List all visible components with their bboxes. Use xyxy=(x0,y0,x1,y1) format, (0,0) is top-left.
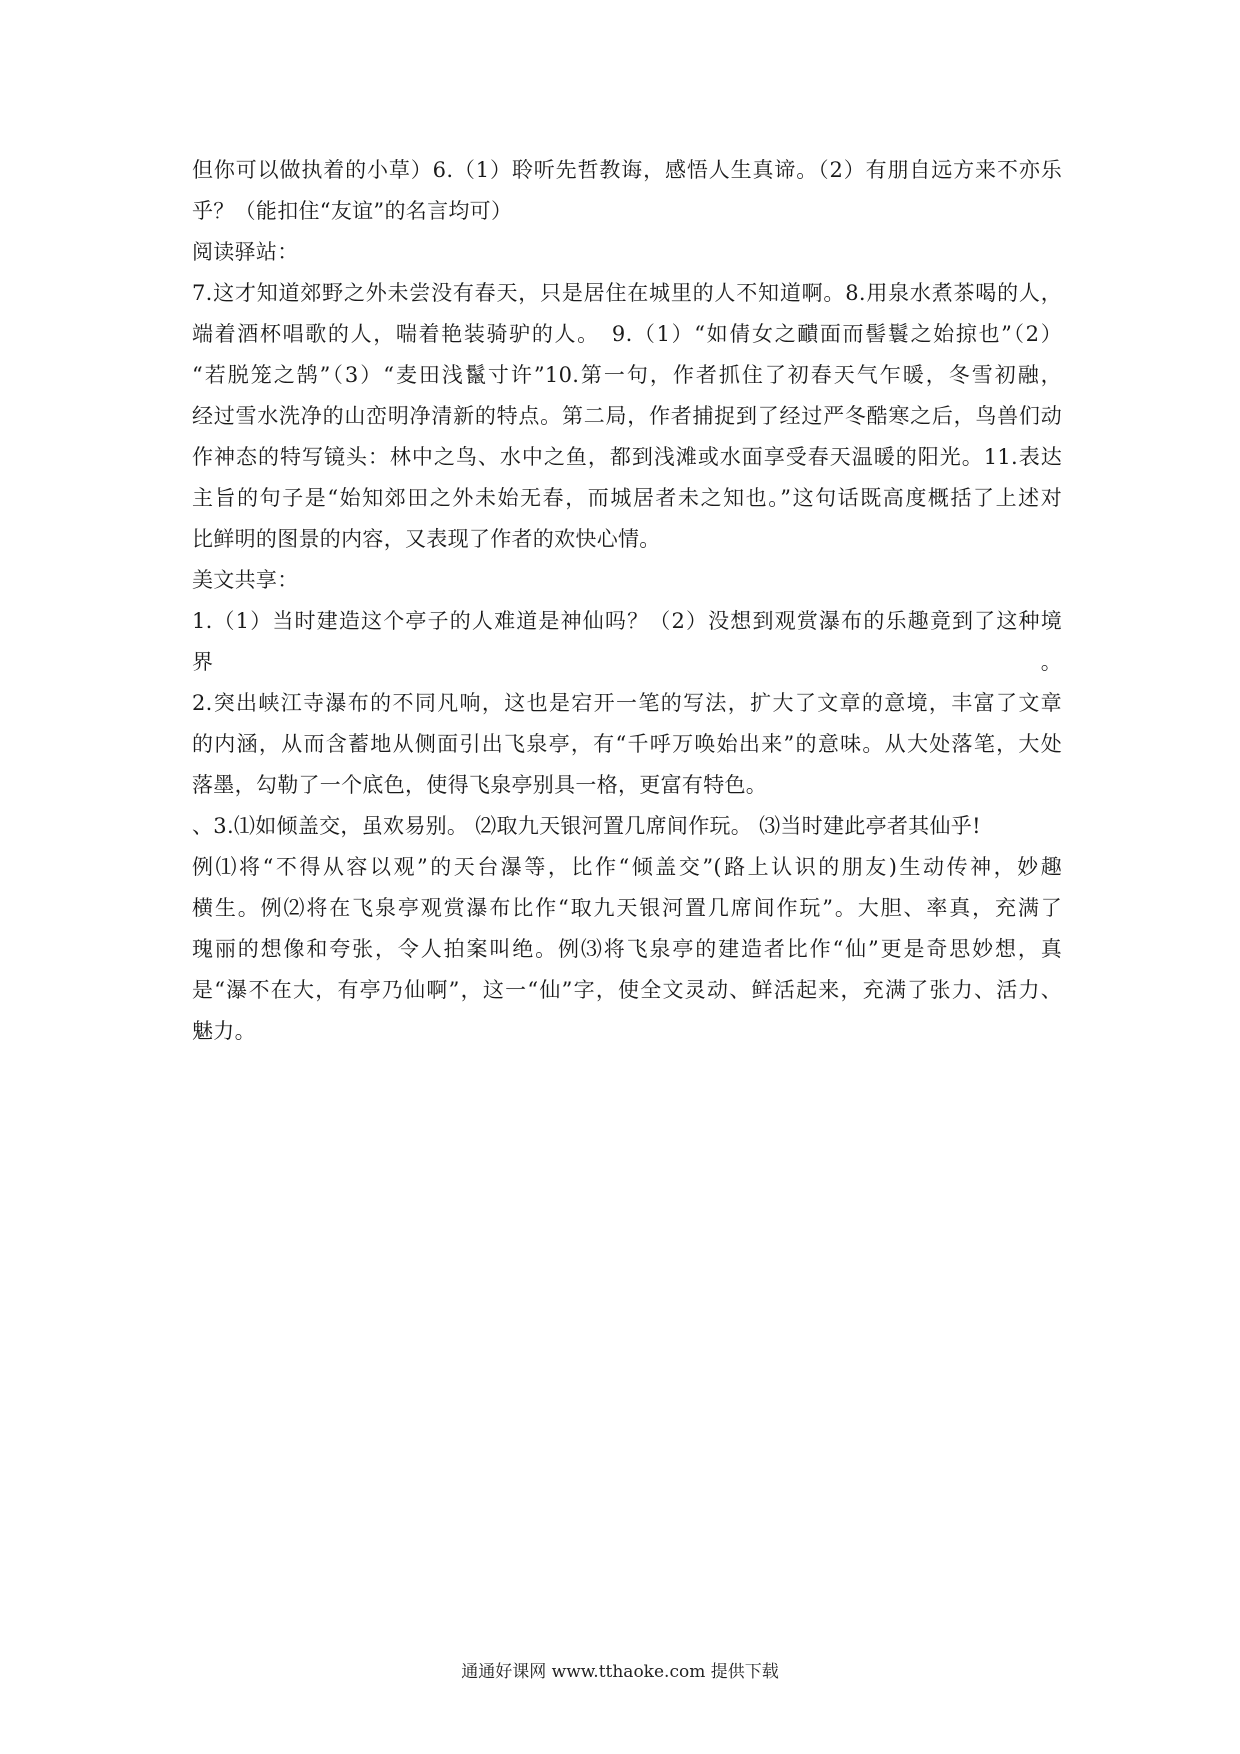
text-line: 经过雪水洗净的山峦明净清新的特点。第二局，作者捕捉到了经过严冬酷寒之后，鸟兽们动 xyxy=(192,404,1062,428)
text-line: “若脱笼之鹄”（3）“麦田浅鬣寸许”10.第一句，作者抓住了初春天气乍暖，冬雪初融， xyxy=(192,363,1062,387)
text-line: 瑰丽的想像和夸张，令人拍案叫绝。例⑶将飞泉亭的建造者比作“仙”更是奇思妙想，真 xyxy=(192,937,1062,961)
text-line: 魅力。 xyxy=(192,1019,256,1043)
text-line: 端着酒杯唱歌的人，喘着艳装骑驴的人。 9.（1）“如倩女之靧面而髻鬟之始掠也”（2） xyxy=(192,322,1062,346)
text-line: 例⑴将“不得从容以观”的天台瀑等，比作“倾盖交”(路上认识的朋友)生动传神，妙趣 xyxy=(192,855,1062,879)
text-line: 落墨，勾勒了一个底色，使得飞泉亭别具一格，更富有特色。 xyxy=(192,773,768,797)
text-line: 、3.⑴如倾盖交，虽欢易别。 ⑵取九天银河置几席间作玩。 ⑶当时建此亭者其仙乎! xyxy=(192,814,981,838)
text-line: 乎？（能扣住“友谊”的名言均可） xyxy=(192,199,513,223)
text-line: 是“瀑不在大，有亭乃仙啊”，这一“仙”字，使全文灵动、鲜活起来，充满了张力、活力、 xyxy=(192,978,1062,1002)
footer-download-note: 通通好课网 www.tthaoke.com 提供下载 xyxy=(461,1662,779,1682)
text-line: 7.这才知道郊野之外未尝没有春天，只是居住在城里的人不知道啊。8.用泉水煮茶喝的人， xyxy=(192,281,1062,305)
text-line: 作神态的特写镜头：林中之鸟、水中之鱼，都到浅滩或水面享受春天温暖的阳光。11.表达 xyxy=(192,445,1062,469)
text-line: 1.（1）当时建造这个亭子的人难道是神仙吗？（2）没想到观赏瀑布的乐趣竟到了这种境界。 xyxy=(192,609,1062,674)
text-line: 2.突出峡江寺瀑布的不同凡响，这也是宕开一笔的写法，扩大了文章的意境，丰富了文章 xyxy=(192,691,1062,715)
text-line: 阅读驿站： xyxy=(192,240,299,264)
text-line: 但你可以做执着的小草）6.（1）聆听先哲教诲，感悟人生真谛。（2）有朋自远方来不亦乐 xyxy=(192,158,1062,182)
text-line: 横生。例⑵将在飞泉亭观赏瀑布比作“取九天银河置几席间作玩”。大胆、率真，充满了 xyxy=(192,896,1062,920)
text-line: 主旨的句子是“始知郊田之外未始无春，而城居者未之知也。”这句话既高度概括了上述对 xyxy=(192,486,1062,510)
document-body xyxy=(192,150,1062,1052)
text-line: 的内涵，从而含蓄地从侧面引出飞泉亭，有“千呼万唤始出来”的意味。从大处落笔，大处 xyxy=(192,732,1062,756)
text-line: 美文共享： xyxy=(192,568,299,592)
text-line: 比鲜明的图景的内容，又表现了作者的欢快心情。 xyxy=(192,527,661,551)
